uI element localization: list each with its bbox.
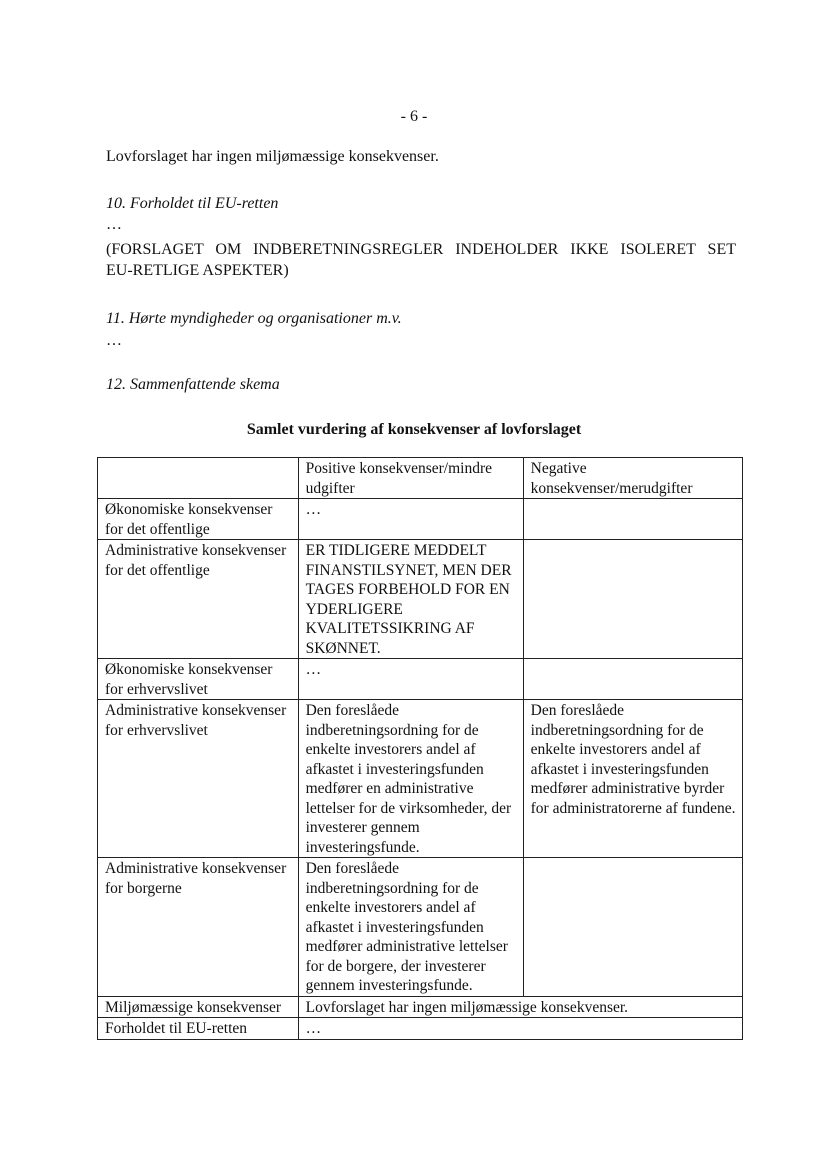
row-label: Administrative konsekvenser for erhvervslivet bbox=[98, 700, 299, 858]
intro-paragraph: Lovforslaget har ingen miljømæssige konsekvenser. bbox=[106, 148, 439, 165]
merged-cell: … bbox=[298, 1018, 742, 1040]
negative-cell bbox=[523, 858, 742, 997]
row-label: Økonomiske konsekvenser for erhvervslivet bbox=[98, 659, 299, 700]
positive-cell: Den foreslåede indberetningsordning for de enkelte investorers andel af afkastet i investeringsfunden medfører administrative lettelser for de borgere, der investerer gennem investeringsfunde. bbox=[298, 858, 523, 997]
table-row bbox=[98, 996, 743, 1018]
section-10-body-line-2: EU-RETLIGE ASPEKTER) bbox=[106, 262, 289, 279]
positive-cell: ER TIDLIGERE MEDDELT FINANSTILSYNET, MEN DER TAGES FORBEHOLD FOR EN YDERLIGERE KVALITETSSIKRING AF SKØNNET. bbox=[298, 540, 523, 659]
merged-cell: Lovforslaget har ingen miljømæssige konsekvenser. bbox=[298, 996, 742, 1018]
negative-cell bbox=[523, 540, 742, 659]
consequences-table bbox=[97, 457, 743, 1040]
table-header-cell bbox=[98, 458, 299, 499]
row-label: Administrative konsekvenser for borgerne bbox=[98, 858, 299, 997]
table-header-row bbox=[98, 458, 743, 499]
positive-cell: … bbox=[298, 499, 523, 540]
table-title: Samlet vurdering af konsekvenser af lovforslaget bbox=[246, 421, 582, 438]
table-row bbox=[98, 1018, 743, 1040]
section-12-heading: 12. Sammenfattende skema bbox=[106, 376, 280, 393]
positive-cell: Den foreslåede indberetningsordning for de enkelte investorers andel af afkastet i investeringsfunden medfører en administrative lettelser for de virksomheder, der investerer gennem investeringsfunde. bbox=[298, 700, 523, 858]
section-11-heading: 11. Hørte myndigheder og organisationer m.v. bbox=[106, 310, 402, 327]
negative-cell bbox=[523, 499, 742, 540]
page-number: - 6 - bbox=[400, 108, 428, 125]
negative-cell bbox=[523, 659, 742, 700]
negative-cell: Den foreslåede indberetningsordning for de enkelte investorers andel af afkastet i investeringsfunden medfører administrative byrder for administratorerne af fundene. bbox=[523, 700, 742, 858]
section-10-body-line-1: (FORSLAGET OM INDBERETNINGSREGLER INDEHOLDER IKKE ISOLERET SET bbox=[106, 241, 736, 258]
row-label: Miljømæssige konsekvenser bbox=[98, 996, 299, 1018]
row-label: Økonomiske konsekvenser for det offentlige bbox=[98, 499, 299, 540]
section-10-heading: 10. Forholdet til EU-retten bbox=[106, 195, 279, 212]
table-row bbox=[98, 540, 743, 659]
table-row bbox=[98, 499, 743, 540]
row-label: Forholdet til EU-retten bbox=[98, 1018, 299, 1040]
table-row bbox=[98, 659, 743, 700]
table-header-cell: Negative konsekvenser/merudgifter bbox=[523, 458, 742, 499]
row-label: Administrative konsekvenser for det offentlige bbox=[98, 540, 299, 659]
table-row bbox=[98, 858, 743, 997]
positive-cell: … bbox=[298, 659, 523, 700]
section-10-ellipsis: … bbox=[106, 216, 122, 233]
section-11-ellipsis: … bbox=[106, 332, 122, 349]
table-header-cell: Positive konsekvenser/mindre udgifter bbox=[298, 458, 523, 499]
table-row bbox=[98, 700, 743, 858]
